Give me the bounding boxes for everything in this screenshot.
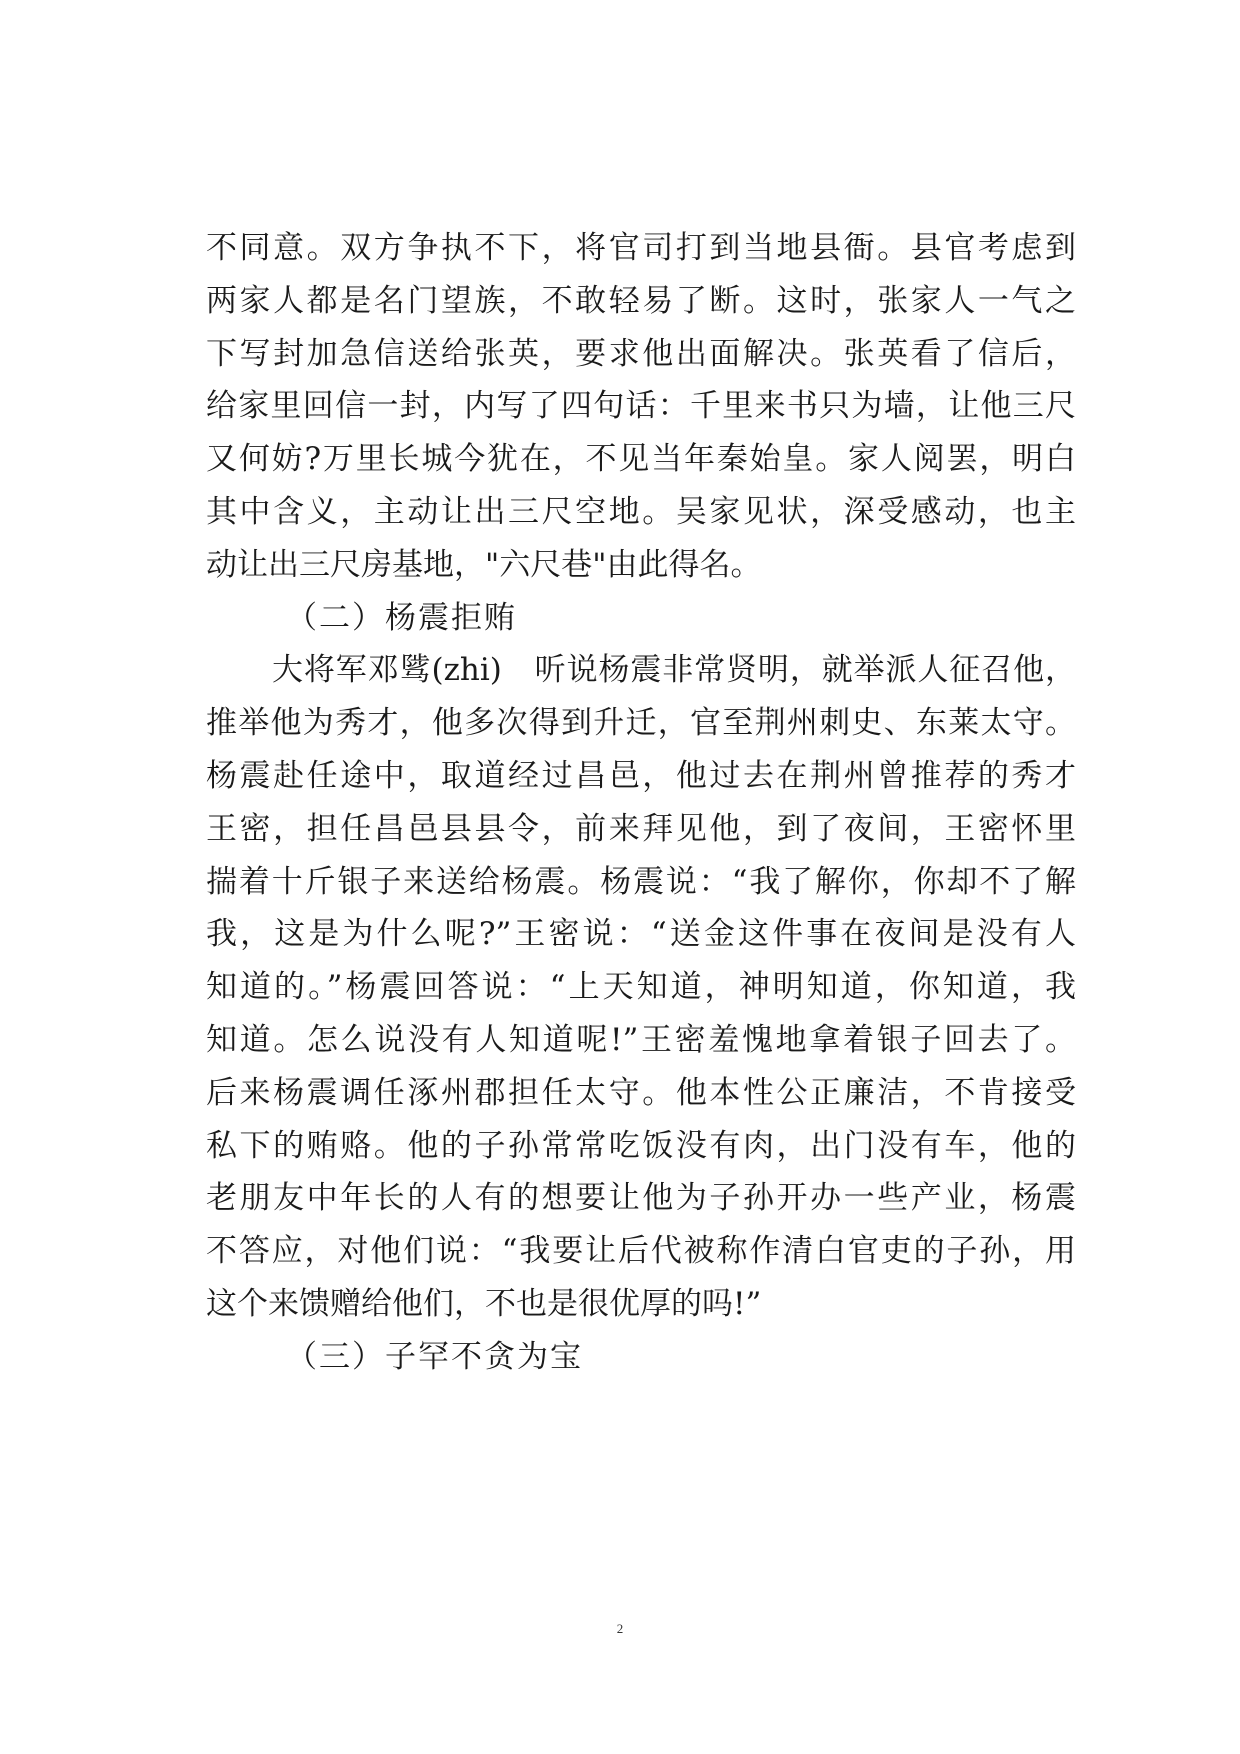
text-line: 又何妨?万里长城今犹在，不见当年秦始皇。家人阅罢，明白	[206, 441, 1076, 478]
text-line: 王密，担任昌邑县县令，前来拜见他，到了夜间，王密怀里	[206, 810, 1076, 847]
body-text	[206, 222, 1076, 1384]
text-line: 大将军邓骘(zhi) 听说杨震非常贤明，就举派人征召他，	[272, 652, 1076, 689]
section-heading: （三）子罕不贪为宝	[286, 1338, 583, 1375]
text-line: 知道的。”杨震回答说：“上天知道，神明知道，你知道，我	[206, 969, 1076, 1006]
page-number: 2	[616, 1621, 624, 1636]
text-line: 这个来馈赠给他们，不也是很优厚的吗!”	[206, 1285, 762, 1322]
text-line: 我，这是为什么呢?”王密说：“送金这件事在夜间是没有人	[206, 916, 1076, 953]
text-line: 后来杨震调任涿州郡担任太守。他本性公正廉洁，不肯接受	[206, 1074, 1076, 1111]
text-line: 给家里回信一封，内写了四句话：千里来书只为墙，让他三尺	[206, 388, 1076, 425]
text-line: 杨震赴任途中，取道经过昌邑，他过去在荆州曾推荐的秀才	[206, 757, 1076, 794]
text-line: 知道。怎么说没有人知道呢!”王密羞愧地拿着银子回去了。	[206, 1021, 1076, 1058]
text-line: 下写封加急信送给张英，要求他出面解决。张英看了信后，	[206, 335, 1076, 372]
text-line: 老朋友中年长的人有的想要让他为子孙开办一些产业，杨震	[206, 1180, 1076, 1217]
text-line: 私下的贿赂。他的子孙常常吃饭没有肉，出门没有车，他的	[206, 1127, 1076, 1164]
text-line: 两家人都是名门望族，不敢轻易了断。这时，张家人一气之	[206, 282, 1076, 319]
text-line: 推举他为秀才，他多次得到升迁，官至荆州刺史、东莱太守。	[206, 705, 1076, 742]
text-line: 其中含义，主动让出三尺空地。吴家见状，深受感动，也主	[206, 493, 1076, 530]
text-line: 不答应，对他们说：“我要让后代被称作清白官吏的子孙，用	[206, 1233, 1076, 1270]
text-line: 动让出三尺房基地，"六尺巷"由此得名。	[206, 546, 762, 583]
text-line: 揣着十斤银子来送给杨震。杨震说：“我了解你，你却不了解	[206, 863, 1076, 900]
section-heading: （二）杨震拒贿	[286, 599, 517, 636]
text-line: 不同意。双方争执不下，将官司打到当地县衙。县官考虑到	[206, 230, 1076, 266]
